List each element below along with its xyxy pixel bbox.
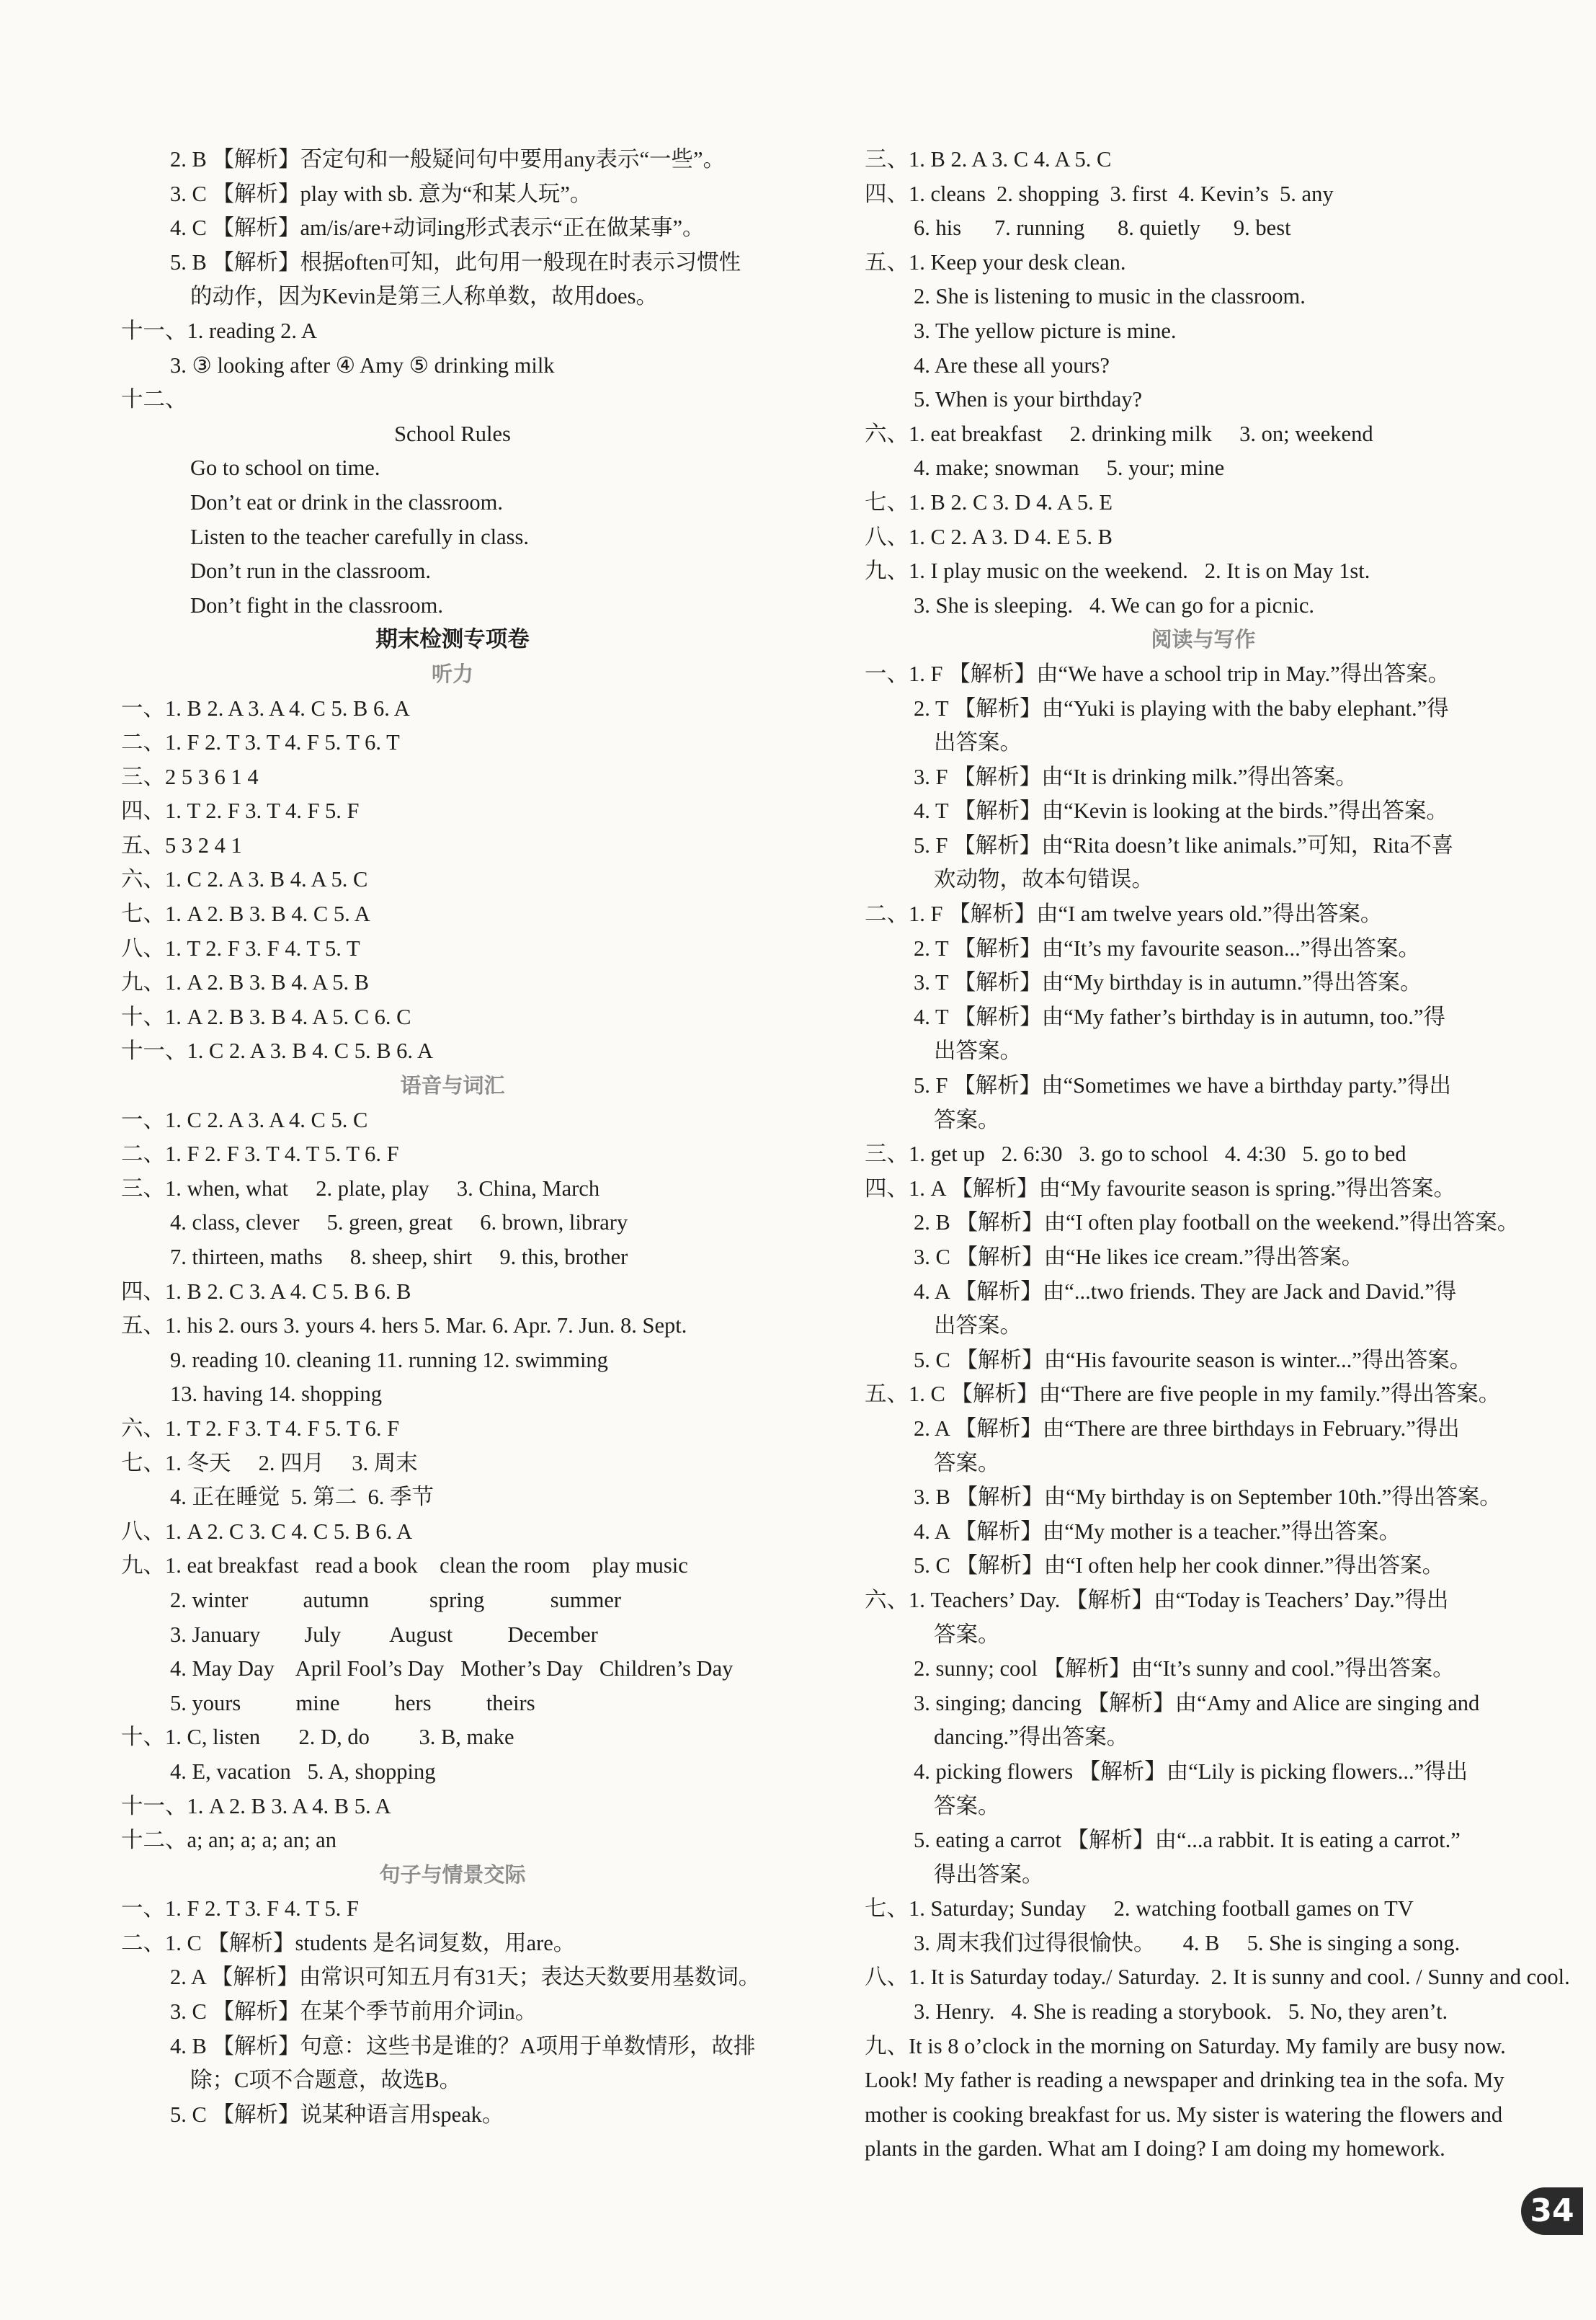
answer-line: 3. The yellow picture is mine. [914, 318, 1177, 343]
answer-line: Listen to the teacher carefully in class. [190, 524, 530, 549]
answer-line: Don’t run in the classroom. [190, 559, 432, 584]
answer-line: 十二、a; an; a; a; an; an [121, 1828, 336, 1853]
answer-line: 十一、1. C 2. A 3. B 4. C 5. B 6. A [121, 1039, 434, 1064]
answer-line: 七、1. 冬天 2. 四月 3. 周末 [121, 1450, 418, 1475]
right-column [865, 143, 1570, 2166]
answer-line: Don’t fight in the classroom. [190, 592, 443, 618]
answer-line: 四、1. cleans 2. shopping 3. first 4. Kevin’s 5. any [865, 181, 1334, 206]
answer-line: 听力 [431, 661, 473, 686]
answer-line: 六、1. T 2. F 3. T 4. F 5. T 6. F [121, 1415, 400, 1441]
answer-line: 5. C 【解析】说某种语言用speak。 [170, 2102, 504, 2127]
answer-line: 句子与情景交际 [379, 1862, 526, 1887]
answer-line: 5. yours mine hers theirs [170, 1690, 535, 1715]
answer-line: 四、1. B 2. C 3. A 4. C 5. B 6. B [121, 1279, 411, 1304]
answer-line: 5. F 【解析】由“Sometimes we have a birthday party.”得出 [914, 1073, 1451, 1098]
answer-line: 一、1. F 【解析】由“We have a school trip in May.”得出答案。 [865, 661, 1450, 686]
answer-line: 4. 正在睡觉 5. 第二 6. 季节 [170, 1485, 434, 1510]
answer-line: 4. A 【解析】由“My mother is a teacher.”得出答案。 [914, 1519, 1401, 1544]
answer-line: 2. T 【解析】由“Yuki is playing with the baby elephant.”得 [914, 695, 1449, 721]
answer-line: 5. B 【解析】根据often可知，此句用一般现在时表示习惯性 [170, 249, 741, 275]
answer-line: 阅读与写作 [1151, 627, 1256, 652]
answer-line: 除；C项不合题意，故选B。 [190, 2068, 462, 2093]
answer-line: 2. T 【解析】由“It’s my favourite season...”得出答案。 [914, 935, 1420, 961]
answer-line: 2. winter autumn spring summer [170, 1587, 622, 1612]
answer-line: 3. C 【解析】在某个季节前用介词in。 [170, 1999, 538, 2025]
answer-line: 三、1. B 2. A 3. C 4. A 5. C [865, 147, 1112, 172]
answer-line: 出答案。 [934, 1039, 1022, 1064]
answer-line: 九、1. eat breakfast read a book clean the room play music [121, 1553, 688, 1578]
answer-line: 5. When is your birthday? [914, 387, 1143, 412]
answer-line: 7. thirteen, maths 8. sheep, shirt 9. this, brother [170, 1245, 628, 1269]
answer-line: 3. singing; dancing 【解析】由“Amy and Alice are singing and [914, 1690, 1480, 1715]
answer-line: 答案。 [934, 1450, 1000, 1475]
answer-line: 2. sunny; cool 【解析】由“It’s sunny and cool.”得出答案。 [914, 1656, 1455, 1681]
answer-line: Go to school on time. [190, 455, 380, 481]
answer-line: 二、1. F 【解析】由“I am twelve years old.”得出答案。 [865, 902, 1383, 927]
answer-line: 3. January July August December [170, 1622, 598, 1647]
answer-line: 5. C 【解析】由“I often help her cook dinner.”得出答案。 [914, 1553, 1445, 1578]
answer-line: 4. T 【解析】由“My father’s birthday is in autumn, too.”得 [914, 1004, 1445, 1029]
answer-line: 4. make; snowman 5. your; mine [914, 455, 1225, 481]
answer-line: 八、1. It is Saturday today./ Saturday. 2. It is sunny and cool. / Sunny and cool. [865, 1965, 1570, 1990]
answer-line: 三、1. get up 2. 6:30 3. go to school 4. 4:30 5. go to bed [865, 1142, 1406, 1167]
answer-line: 2. A 【解析】由常识可知五月有31天；表达天数要用基数词。 [170, 1965, 761, 1990]
answer-line: 2. She is listening to music in the classroom. [914, 284, 1306, 309]
answer-line: 一、1. C 2. A 3. A 4. C 5. C [121, 1107, 368, 1132]
answer-line: 九、1. I play music on the weekend. 2. It is on May 1st. [865, 559, 1370, 584]
answer-line: 六、1. Teachers’ Day. 【解析】由“Today is Teachers’ Day.”得出 [865, 1587, 1449, 1612]
answer-line: 4. E, vacation 5. A, shopping [170, 1759, 436, 1784]
answer-line: 13. having 14. shopping [170, 1382, 382, 1407]
answer-line: 答案。 [934, 1793, 1000, 1818]
answer-line: 十、1. A 2. B 3. B 4. A 5. C 6. C [121, 1004, 411, 1029]
answer-line: plants in the garden. What am I doing? I am doing my homework. [865, 2136, 1445, 2161]
answer-line: 4. class, clever 5. green, great 6. brown, library [170, 1210, 628, 1235]
answer-line: 3. Henry. 4. She is reading a storybook. 5. No, they aren’t. [914, 1999, 1448, 2025]
answer-line: 3. F 【解析】由“It is drinking milk.”得出答案。 [914, 764, 1358, 789]
answer-line: 出答案。 [934, 1313, 1022, 1338]
answer-line: 二、1. F 2. T 3. T 4. F 5. T 6. T [121, 730, 400, 755]
answer-line: 十、1. C, listen 2. D, do 3. B, make [121, 1725, 514, 1750]
answer-line: 九、1. A 2. B 3. B 4. A 5. B [121, 970, 370, 995]
answer-line: 五、1. Keep your desk clean. [865, 249, 1126, 275]
left-column [121, 143, 784, 2132]
answer-line: dancing.”得出答案。 [934, 1725, 1129, 1750]
answer-line: 4. Are these all yours? [914, 352, 1110, 378]
answer-line: 3. T 【解析】由“My birthday is in autumn.”得出答案。 [914, 970, 1422, 995]
answer-line: 3. C 【解析】play with sb. 意为“和某人玩”。 [170, 181, 592, 206]
answer-line: 3. ③ looking after ④ Amy ⑤ drinking milk [170, 352, 555, 378]
answer-line: 二、1. C 【解析】students 是名词复数，用are。 [121, 1930, 576, 1955]
answer-line: 四、1. T 2. F 3. T 4. F 5. F [121, 799, 360, 824]
answer-line: 3. 周末我们过得很愉快。 4. B 5. She is singing a song. [914, 1930, 1461, 1955]
answer-line: 5. eating a carrot 【解析】由“...a rabbit. It is eating a carrot.” [914, 1828, 1461, 1853]
answer-line: School Rules [394, 421, 511, 446]
answer-line: 欢动物，故本句错误。 [934, 867, 1154, 892]
answer-line: 四、1. A 【解析】由“My favourite season is spring.”得出答案。 [865, 1175, 1456, 1201]
answer-line: 5. C 【解析】由“His favourite season is winter...”得出答案。 [914, 1347, 1472, 1372]
answer-line: 八、1. C 2. A 3. D 4. E 5. B [865, 524, 1113, 549]
answer-line: 答案。 [934, 1107, 1000, 1132]
answer-line: 4. May Day April Fool’s Day Mother’s Day Children’s Day [170, 1656, 734, 1681]
answer-line: 五、1. C 【解析】由“There are five people in my family.”得出答案。 [865, 1382, 1501, 1407]
answer-line: 答案。 [934, 1622, 1000, 1647]
answer-line: 三、1. when, what 2. plate, play 3. China, March [121, 1175, 600, 1201]
answer-line: Look! My father is reading a newspaper and drinking tea in the sofa. My [865, 2068, 1504, 2093]
answer-line: 4. T 【解析】由“Kevin is looking at the birds.”得出答案。 [914, 799, 1448, 824]
answer-line: 2. A 【解析】由“There are three birthdays in February.”得出 [914, 1415, 1460, 1441]
answer-line: 4. A 【解析】由“...two friends. They are Jack and David.”得 [914, 1279, 1457, 1304]
answer-line: 的动作，因为Kevin是第三人称单数，故用does。 [190, 284, 658, 309]
answer-line: 七、1. Saturday; Sunday 2. watching football games on TV [865, 1896, 1414, 1921]
answer-line: 三、2 5 3 6 1 4 [121, 764, 259, 789]
answer-line: 六、1. C 2. A 3. B 4. A 5. C [121, 867, 368, 892]
answer-line: 4. B 【解析】句意：这些书是谁的？A项用于单数情形，故排 [170, 2033, 756, 2058]
answer-line: 九、It is 8 o’clock in the morning on Saturday. My family are busy now. [865, 2033, 1506, 2058]
answer-line: 出答案。 [934, 730, 1022, 755]
answer-line: 十二、 [121, 387, 187, 412]
answer-line: 一、1. F 2. T 3. F 4. T 5. F [121, 1896, 359, 1921]
answer-line: 二、1. F 2. F 3. T 4. T 5. T 6. F [121, 1142, 399, 1167]
answer-line: 六、1. eat breakfast 2. drinking milk 3. on; weekend [865, 421, 1373, 446]
answer-line: 八、1. A 2. C 3. C 4. C 5. B 6. A [121, 1519, 413, 1544]
answer-line: 5. F 【解析】由“Rita doesn’t like animals.”可知，Rita不喜 [914, 832, 1454, 858]
answer-line: 一、1. B 2. A 3. A 4. C 5. B 6. A [121, 695, 410, 721]
answer-line: 七、1. B 2. C 3. D 4. A 5. E [865, 489, 1113, 515]
answer-line: 期末检测专项卷 [375, 627, 530, 652]
answer-line: 3. B 【解析】由“My birthday is on September 10th.”得出答案。 [914, 1485, 1502, 1510]
answer-line: 五、5 3 2 4 1 [121, 832, 242, 858]
page-number: 34 [1521, 2187, 1583, 2235]
answer-line: 6. his 7. running 8. quietly 9. best [914, 215, 1291, 241]
answer-line: 9. reading 10. cleaning 11. running 12. swimming [170, 1347, 608, 1372]
answer-line: Don’t eat or drink in the classroom. [190, 489, 503, 515]
answer-line: 3. C 【解析】由“He likes ice cream.”得出答案。 [914, 1245, 1364, 1269]
answer-line: 得出答案。 [934, 1862, 1044, 1887]
answer-line: 4. C 【解析】am/is/are+动词ing形式表示“正在做某事”。 [170, 215, 705, 241]
answer-line: 2. B 【解析】否定句和一般疑问句中要用any表示“一些”。 [170, 147, 726, 172]
answer-line: 八、1. T 2. F 3. F 4. T 5. T [121, 935, 360, 961]
answer-line: 十一、1. A 2. B 3. A 4. B 5. A [121, 1793, 391, 1818]
answer-line: 4. picking flowers 【解析】由“Lily is picking flowers...”得出 [914, 1759, 1468, 1784]
answer-line: 2. B 【解析】由“I often play football on the weekend.”得出答案。 [914, 1210, 1520, 1235]
answer-line: mother is cooking breakfast for us. My sister is watering the flowers and [865, 2102, 1503, 2127]
answer-line: 3. She is sleeping. 4. We can go for a picnic. [914, 592, 1315, 618]
answer-line: 七、1. A 2. B 3. B 4. C 5. A [121, 902, 370, 927]
answer-line: 十一、1. reading 2. A [121, 318, 317, 343]
answer-line: 语音与词汇 [400, 1073, 505, 1098]
answer-line: 五、1. his 2. ours 3. yours 4. hers 5. Mar. 6. Apr. 7. Jun. 8. Sept. [121, 1313, 687, 1338]
